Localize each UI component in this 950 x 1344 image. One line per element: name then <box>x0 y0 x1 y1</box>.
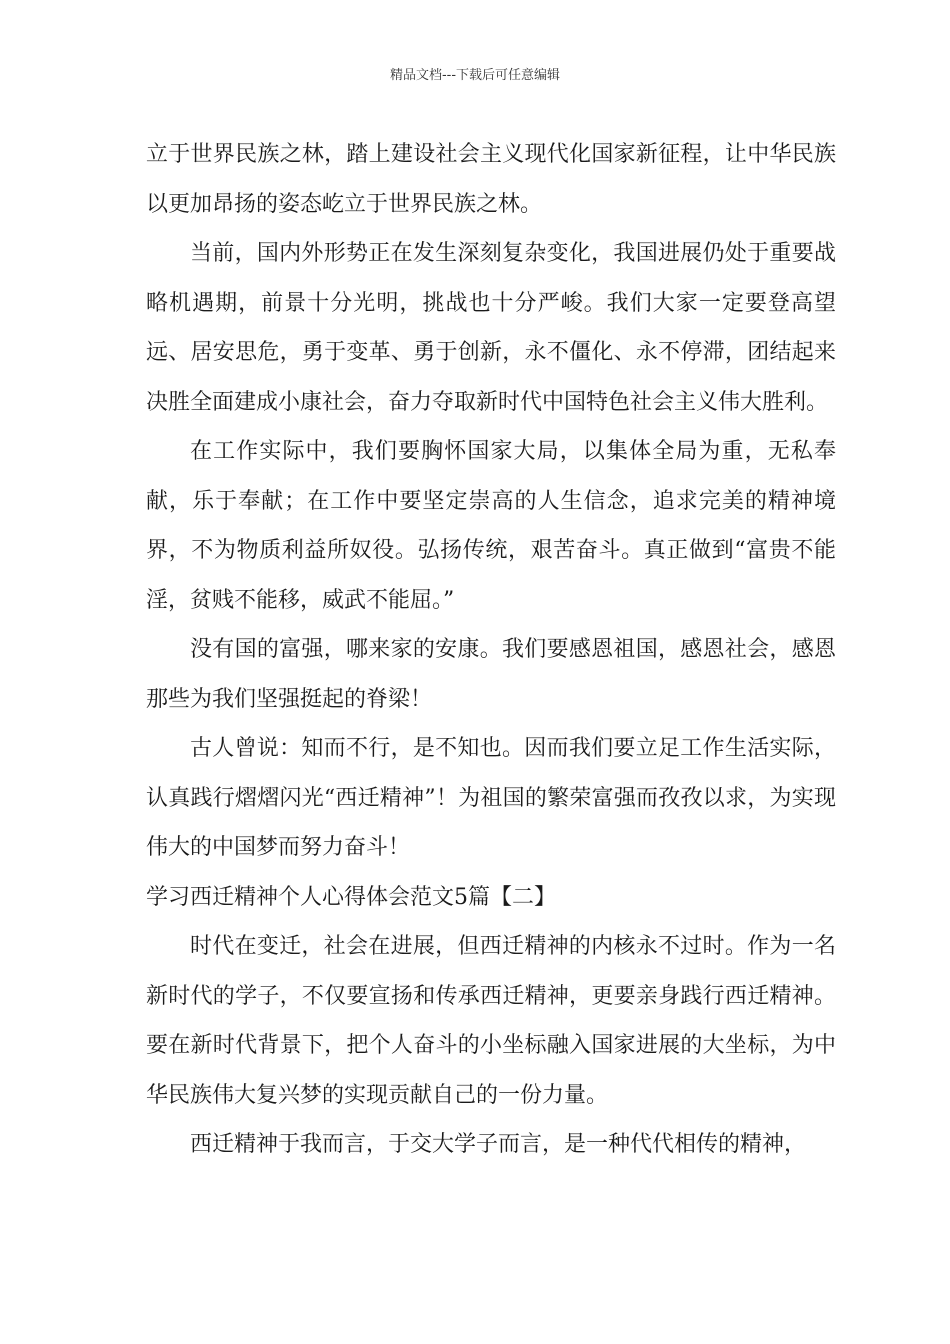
section-paragraph-1: 时代在变迁，社会在进展，但西迁精神的内核永不过时。作为一名新时代的学子，不仅要宣扬和传承西迁精神，更要亲身践行西迁精神。要在新时代背景下，把个人奋斗的小坐标融入国家进展的大坐标，为中华民族伟大复兴梦的实现贡献自己的一份力量。 <box>146 934 836 1108</box>
paragraph-4: 没有国的富强，哪来家的安康。我们要感恩祖国，感恩社会，感恩那些为我们坚强挺起的脊梁！ <box>146 637 836 712</box>
paragraph-2: 当前，国内外形势正在发生深刻复杂变化，我国进展仍处于重要战略机遇期，前景十分光明，挑战也十分严峻。我们大家一定要登高望远、居安思危，勇于变革、勇于创新，永不僵化、永不停滞，团结起来决胜全面建成小康社会，奋力夺取新时代中国特色社会主义伟大胜利。 <box>146 241 836 415</box>
section-paragraph-2: 西迁精神于我而言，于交大学子而言，是一种代代相传的精神， <box>190 1132 807 1157</box>
page-header: 精品文档---下载后可任意编辑 <box>389 68 561 83</box>
paragraph-5: 古人曾说：知而不行，是不知也。因而我们要立足工作生活实际，认真践行熠熠闪光“西迁精神”！为祖国的繁荣富强而孜孜以求，为实现伟大的中国梦而努力奋斗！ <box>146 736 836 860</box>
document-body <box>146 130 836 1170</box>
paragraph-1: 立于世界民族之林，踏上建设社会主义现代化国家新征程，让中华民族以更加昂扬的姿态屹立于世界民族之林。 <box>146 142 836 217</box>
section-heading: 学习西迁精神个人心得体会范文5篇【二】 <box>146 884 556 910</box>
paragraph-3: 在工作实际中，我们要胸怀国家大局，以集体全局为重，无私奉献，乐于奉献；在工作中要坚定崇高的人生信念，追求完美的精神境界，不为物质利益所奴役。弘扬传统，艰苦奋斗。真正做到“富贵不能淫，贫贱不能移，威武不能屈。” <box>146 439 836 613</box>
